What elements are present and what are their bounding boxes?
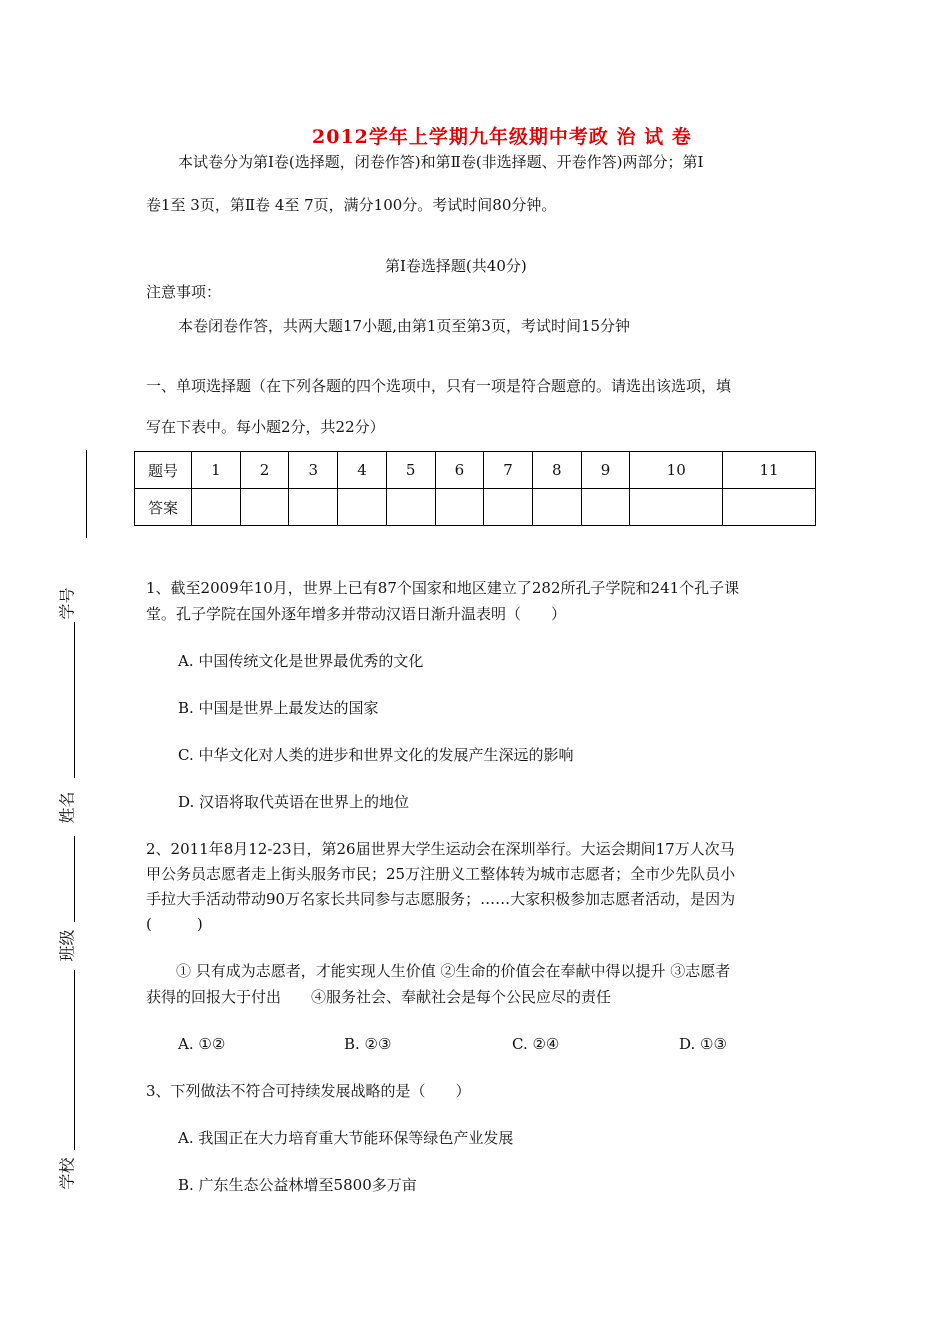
question-1-stem-line: 堂。孔子学院在国外逐年增多并带动汉语日渐升温表明（ ） bbox=[146, 605, 567, 623]
question-1-option-c[interactable]: C. 中华文化对人类的进步和世界文化的发展产生深远的影响 bbox=[178, 746, 574, 764]
question-number-cell: 6 bbox=[435, 452, 484, 489]
question-2-stem-line: 甲公务员志愿者走上街头服务市民；25万注册义工整体转为城市志愿者；全市少先队员小 bbox=[146, 865, 736, 883]
answer-cell[interactable] bbox=[338, 489, 387, 526]
exam-title: 2012学年上学期九年级期中考政 治 试 卷 bbox=[312, 126, 692, 148]
question-2-statements-line: 获得的回报大于付出 ④服务社会、奉献社会是每个公民应尽的责任 bbox=[146, 988, 612, 1006]
question-2-statements-line: ① 只有成为志愿者，才能实现人生价值 ②生命的价值会在奉献中得以提升 ③志愿者 bbox=[176, 962, 731, 980]
binding-line bbox=[74, 622, 75, 778]
question-3-option-a[interactable]: A. 我国正在大力培育重大节能环保等绿色产业发展 bbox=[178, 1129, 514, 1147]
question-number-cell: 5 bbox=[386, 452, 435, 489]
question-number-cell: 1 bbox=[192, 452, 241, 489]
answer-table bbox=[134, 451, 816, 526]
question-number-cell: 10 bbox=[630, 452, 723, 489]
part1-instruction-2: 写在下表中。每小题2分，共22分） bbox=[146, 418, 385, 436]
binding-label-name: 姓名 bbox=[57, 791, 77, 824]
table-row bbox=[135, 452, 816, 489]
answer-cell[interactable] bbox=[630, 489, 723, 526]
binding-line bbox=[74, 836, 75, 922]
question-2-stem-line: ( ) bbox=[146, 915, 203, 933]
answer-cell[interactable] bbox=[484, 489, 533, 526]
question-number-cell: 4 bbox=[338, 452, 387, 489]
binding-label-class: 班级 bbox=[57, 929, 77, 962]
answer-cell[interactable] bbox=[386, 489, 435, 526]
question-number-cell: 9 bbox=[581, 452, 630, 489]
question-2-stem-line: 手拉大手活动带动90万名家长共同参与志愿服务；……大家积极参加志愿者活动，是因为 bbox=[146, 890, 736, 908]
question-number-cell: 2 bbox=[240, 452, 289, 489]
question-3-option-b[interactable]: B. 广东生态公益林增至5800多万亩 bbox=[178, 1176, 417, 1194]
question-3-stem-line: 3、下列做法不符合可持续发展战略的是（ ） bbox=[146, 1082, 471, 1100]
answer-cell[interactable] bbox=[289, 489, 338, 526]
answer-cell[interactable] bbox=[192, 489, 241, 526]
intro-line-1: 本试卷分为第Ⅰ卷(选择题，闭卷作答)和第Ⅱ卷(非选择题、开卷作答)两部分；第Ⅰ bbox=[178, 153, 704, 171]
answer-cell[interactable] bbox=[723, 489, 816, 526]
question-2-option-c[interactable]: C. ②④ bbox=[512, 1035, 560, 1053]
part1-instruction-1: 一、单项选择题（在下列各题的四个选项中，只有一项是符合题意的。请选出该选项，填 bbox=[146, 377, 732, 395]
binding-line-top bbox=[86, 450, 87, 538]
binding-line bbox=[74, 970, 75, 1150]
question-number-cell: 11 bbox=[723, 452, 816, 489]
answer-cell[interactable] bbox=[435, 489, 484, 526]
binding-label-student-id: 学号 bbox=[57, 587, 77, 620]
notice-label: 注意事项： bbox=[146, 283, 222, 301]
section-heading: 第Ⅰ卷选择题(共40分) bbox=[385, 257, 527, 275]
question-1-option-d[interactable]: D. 汉语将取代英语在世界上的地位 bbox=[178, 793, 410, 811]
answer-cell[interactable] bbox=[240, 489, 289, 526]
intro-line-2: 卷1至 3页，第Ⅱ卷 4至 7页，满分100分。考试时间80分钟。 bbox=[146, 196, 557, 214]
table-row bbox=[135, 489, 816, 526]
answer-cell[interactable] bbox=[581, 489, 630, 526]
table-row-label: 答案 bbox=[135, 489, 192, 526]
question-number-cell: 3 bbox=[289, 452, 338, 489]
question-2-stem-line: 2、2011年8月12-23日，第26届世界大学生运动会在深圳举行。大运会期间17万人次马 bbox=[146, 840, 735, 858]
notice-text: 本卷闭卷作答，共两大题17小题,由第1页至第3页，考试时间15分钟 bbox=[178, 317, 631, 335]
question-1-option-b[interactable]: B. 中国是世界上最发达的国家 bbox=[178, 699, 379, 717]
table-row-label: 题号 bbox=[135, 452, 192, 489]
binding-label-school: 学校 bbox=[57, 1157, 77, 1190]
question-2-option-a[interactable]: A. ①② bbox=[178, 1035, 226, 1053]
answer-cell[interactable] bbox=[532, 489, 581, 526]
question-number-cell: 8 bbox=[532, 452, 581, 489]
question-1-stem-line: 1、截至2009年10月，世界上已有87个国家和地区建立了282所孔子学院和241个孔子课 bbox=[146, 579, 740, 597]
question-1-option-a[interactable]: A. 中国传统文化是世界最优秀的文化 bbox=[178, 652, 424, 670]
question-2-option-d[interactable]: D. ①③ bbox=[679, 1035, 727, 1053]
question-number-cell: 7 bbox=[484, 452, 533, 489]
question-2-option-b[interactable]: B. ②③ bbox=[344, 1035, 392, 1053]
